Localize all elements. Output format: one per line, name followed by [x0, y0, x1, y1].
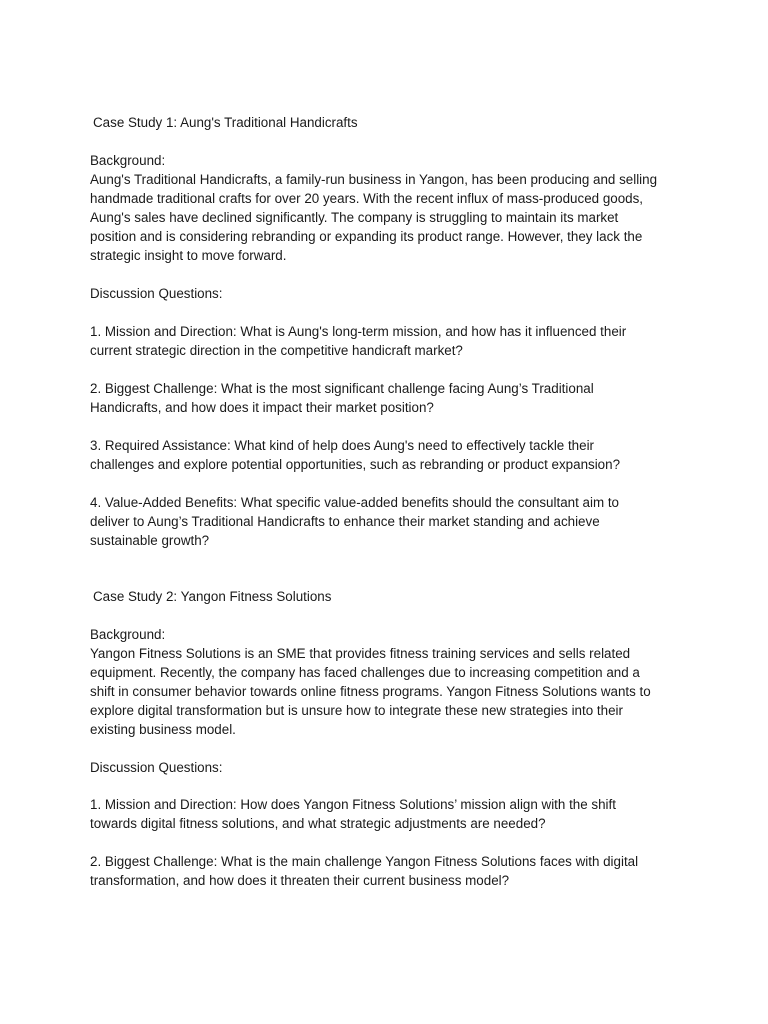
case-study-1-background [90, 151, 690, 265]
case-study-1-title: Case Study 1: Aung's Traditional Handicrafts [93, 115, 358, 130]
case-study-2-title: Case Study 2: Yangon Fitness Solutions [93, 589, 332, 604]
question-line: 4. Value-Added Benefits: What specific value-added benefits should the consultant aim to [90, 495, 620, 510]
question-line: transformation, and how does it threaten their current business model? [90, 873, 510, 888]
question-line: current strategic direction in the competitive handicraft market? [90, 343, 463, 358]
case-study-1-discussion-label: Discussion Questions: [90, 286, 223, 301]
background-line: strategic insight to move forward. [90, 248, 287, 263]
background-line: Aung's Traditional Handicrafts, a family-run business in Yangon, has been producing and selling [90, 172, 658, 187]
document-page [90, 0, 690, 1024]
background-line: explore digital transformation but is unsure how to integrate these new strategies into their [90, 703, 623, 718]
background-label: Background: [90, 627, 166, 642]
question-line: challenges and explore potential opportunities, such as rebranding or product expansion? [90, 457, 621, 472]
case-study-1-question-1 [90, 322, 690, 360]
question-line: sustainable growth? [90, 533, 210, 548]
background-line: existing business model. [90, 722, 236, 737]
question-line: Handicrafts, and how does it impact their market position? [90, 400, 434, 415]
question-line: towards digital fitness solutions, and what strategic adjustments are needed? [90, 816, 546, 831]
question-line: deliver to Aung’s Traditional Handicrafts to enhance their market standing and achieve [90, 514, 600, 529]
background-line: handmade traditional crafts for over 20 years. With the recent influx of mass-produced goods, [90, 191, 644, 206]
question-line: 2. Biggest Challenge: What is the main challenge Yangon Fitness Solutions faces with digital [90, 854, 639, 869]
background-line: position and is considering rebranding or expanding its product range. However, they lack the [90, 229, 643, 244]
question-line: 2. Biggest Challenge: What is the most significant challenge facing Aung’s Traditional [90, 381, 594, 396]
background-line: equipment. Recently, the company has faced challenges due to increasing competition and a [90, 665, 640, 680]
background-line: Yangon Fitness Solutions is an SME that provides fitness training services and sells related [90, 646, 631, 661]
question-line: 3. Required Assistance: What kind of help does Aung's need to effectively tackle their [90, 438, 595, 453]
case-study-2-background [90, 625, 690, 739]
case-study-1-question-4 [90, 493, 690, 550]
question-line: 1. Mission and Direction: What is Aung's long-term mission, and how has it influenced their [90, 324, 627, 339]
background-label: Background: [90, 153, 166, 168]
case-study-2-question-1 [90, 795, 690, 833]
background-line: shift in consumer behavior towards online fitness programs. Yangon Fitness Solutions wants to [90, 684, 651, 699]
case-study-1-question-3 [90, 436, 690, 474]
background-line: Aung's sales have declined significantly. The company is struggling to maintain its market [90, 210, 619, 225]
case-study-1-question-2 [90, 379, 690, 417]
case-study-2-question-2 [90, 852, 690, 890]
question-line: 1. Mission and Direction: How does Yangon Fitness Solutions’ mission align with the shift [90, 797, 616, 812]
case-study-2-discussion-label: Discussion Questions: [90, 760, 223, 775]
